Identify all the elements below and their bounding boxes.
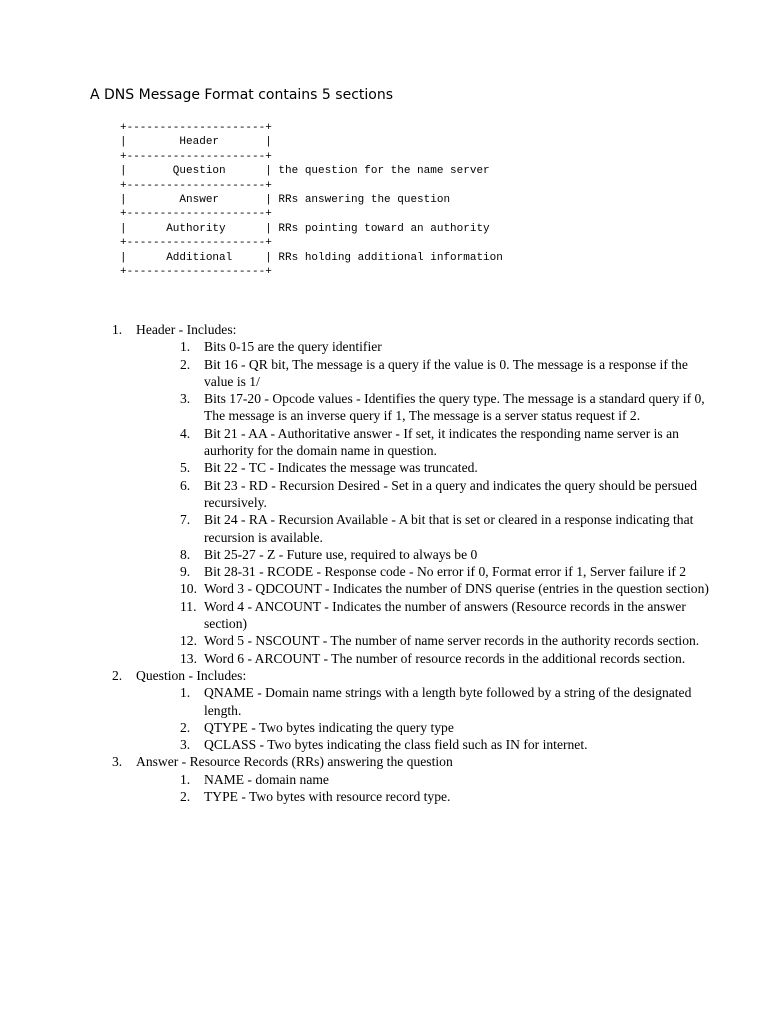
list-item bbox=[180, 736, 712, 753]
message-format-diagram: +---------------------+ | Header | +---------------------+ | Question | the question for the name server +---------------------+ | Answer | RRs answering the question +---------------------+ | Authority | RRs pointing toward an authority +---------------------+ | Additional | RRs holding additional information +---------------------+ bbox=[120, 122, 503, 279]
section-header bbox=[112, 321, 712, 667]
item-text: Bit 24 - RA - Recursion Available - A bit that is set or cleared in a response indicating that recursion is available. bbox=[204, 512, 694, 545]
list-item bbox=[180, 771, 712, 788]
list-item bbox=[180, 580, 712, 597]
list-item bbox=[180, 459, 712, 476]
section-number: 1. bbox=[112, 322, 123, 337]
header-field-list bbox=[136, 338, 712, 667]
list-item bbox=[180, 425, 712, 460]
item-number: 7. bbox=[180, 512, 191, 528]
item-number: 6. bbox=[180, 477, 191, 493]
document-title: A DNS Message Format contains 5 sections bbox=[90, 87, 393, 103]
item-number: 13. bbox=[180, 650, 197, 666]
section-list bbox=[112, 321, 712, 805]
list-item bbox=[180, 719, 712, 736]
section-title: Header - Includes: bbox=[136, 322, 237, 337]
item-text: QNAME - Domain name strings with a length byte followed by a string of the designated length. bbox=[204, 685, 692, 718]
section-title: Answer - Resource Records (RRs) answering the question bbox=[136, 754, 453, 770]
item-number: 1. bbox=[180, 685, 191, 701]
item-number: 10. bbox=[180, 581, 197, 597]
item-text: Bit 28-31 - RCODE - Response code - No error if 0, Format error if 1, Server failure if 2 bbox=[204, 564, 687, 580]
item-text: TYPE - Two bytes with resource record type. bbox=[204, 789, 451, 805]
section-title: Question - Includes: bbox=[136, 667, 247, 683]
item-text: Word 6 - ARCOUNT - The number of resource records in the additional records section. bbox=[204, 650, 686, 666]
list-item bbox=[180, 356, 712, 391]
list-item bbox=[180, 477, 712, 512]
item-number: 4. bbox=[180, 425, 191, 441]
item-number: 11. bbox=[180, 598, 197, 614]
item-number: 2. bbox=[180, 719, 191, 735]
item-text: Bit 23 - RD - Recursion Desired - Set in a query and indicates the query should be persued recursively. bbox=[204, 477, 698, 510]
section-number: 2. bbox=[112, 667, 123, 683]
list-item bbox=[180, 511, 712, 546]
item-number: 5. bbox=[180, 460, 191, 476]
item-text: Word 3 - QDCOUNT - Indicates the number of DNS querise (entries in the question section) bbox=[204, 581, 709, 597]
list-item bbox=[180, 650, 712, 667]
item-number: 12. bbox=[180, 633, 197, 649]
list-item bbox=[180, 598, 712, 633]
section-answer bbox=[112, 753, 712, 805]
list-item bbox=[180, 632, 712, 649]
answer-field-list bbox=[136, 771, 712, 806]
list-item bbox=[180, 788, 712, 805]
item-number: 2. bbox=[180, 356, 191, 372]
item-number: 3. bbox=[180, 391, 191, 407]
section-number: 3. bbox=[112, 754, 123, 770]
item-text: Bit 22 - TC - Indicates the message was truncated. bbox=[204, 460, 478, 476]
list-item bbox=[180, 546, 712, 563]
list-item bbox=[180, 684, 712, 719]
list-item bbox=[180, 390, 712, 425]
item-number: 1. bbox=[180, 339, 191, 355]
item-text: Bits 0-15 are the query identifier bbox=[204, 339, 382, 355]
item-text: Word 5 - NSCOUNT - The number of name server records in the authority records section. bbox=[204, 633, 700, 649]
item-number: 9. bbox=[180, 564, 191, 580]
item-number: 3. bbox=[180, 737, 191, 753]
item-text: Bit 25-27 - Z - Future use, required to always be 0 bbox=[204, 546, 478, 562]
list-item bbox=[180, 338, 712, 355]
item-text: QCLASS - Two bytes indicating the class field such as IN for internet. bbox=[204, 737, 588, 753]
item-text: Bit 16 - QR bit, The message is a query if the value is 0. The message is a response if the value is 1/ bbox=[204, 356, 688, 389]
item-text: Bits 17-20 - Opcode values - Identifies the query type. The message is a standard query if 0, The message is an inverse query if 1, The message is a server status request if 2. bbox=[204, 391, 705, 424]
item-number: 1. bbox=[180, 771, 191, 787]
item-text: Bit 21 - AA - Authoritative answer - If set, it indicates the responding name server is an aurhority for the domain name in question. bbox=[204, 425, 679, 459]
item-number: 8. bbox=[180, 546, 191, 562]
item-text: Word 4 - ANCOUNT - Indicates the number of answers (Resource records in the answer section) bbox=[204, 598, 686, 632]
item-text: QTYPE - Two bytes indicating the query type bbox=[204, 719, 454, 735]
section-question bbox=[112, 667, 712, 753]
list-item bbox=[180, 563, 712, 580]
item-text: NAME - domain name bbox=[204, 771, 329, 787]
item-number: 2. bbox=[180, 789, 191, 805]
question-field-list bbox=[136, 684, 712, 753]
